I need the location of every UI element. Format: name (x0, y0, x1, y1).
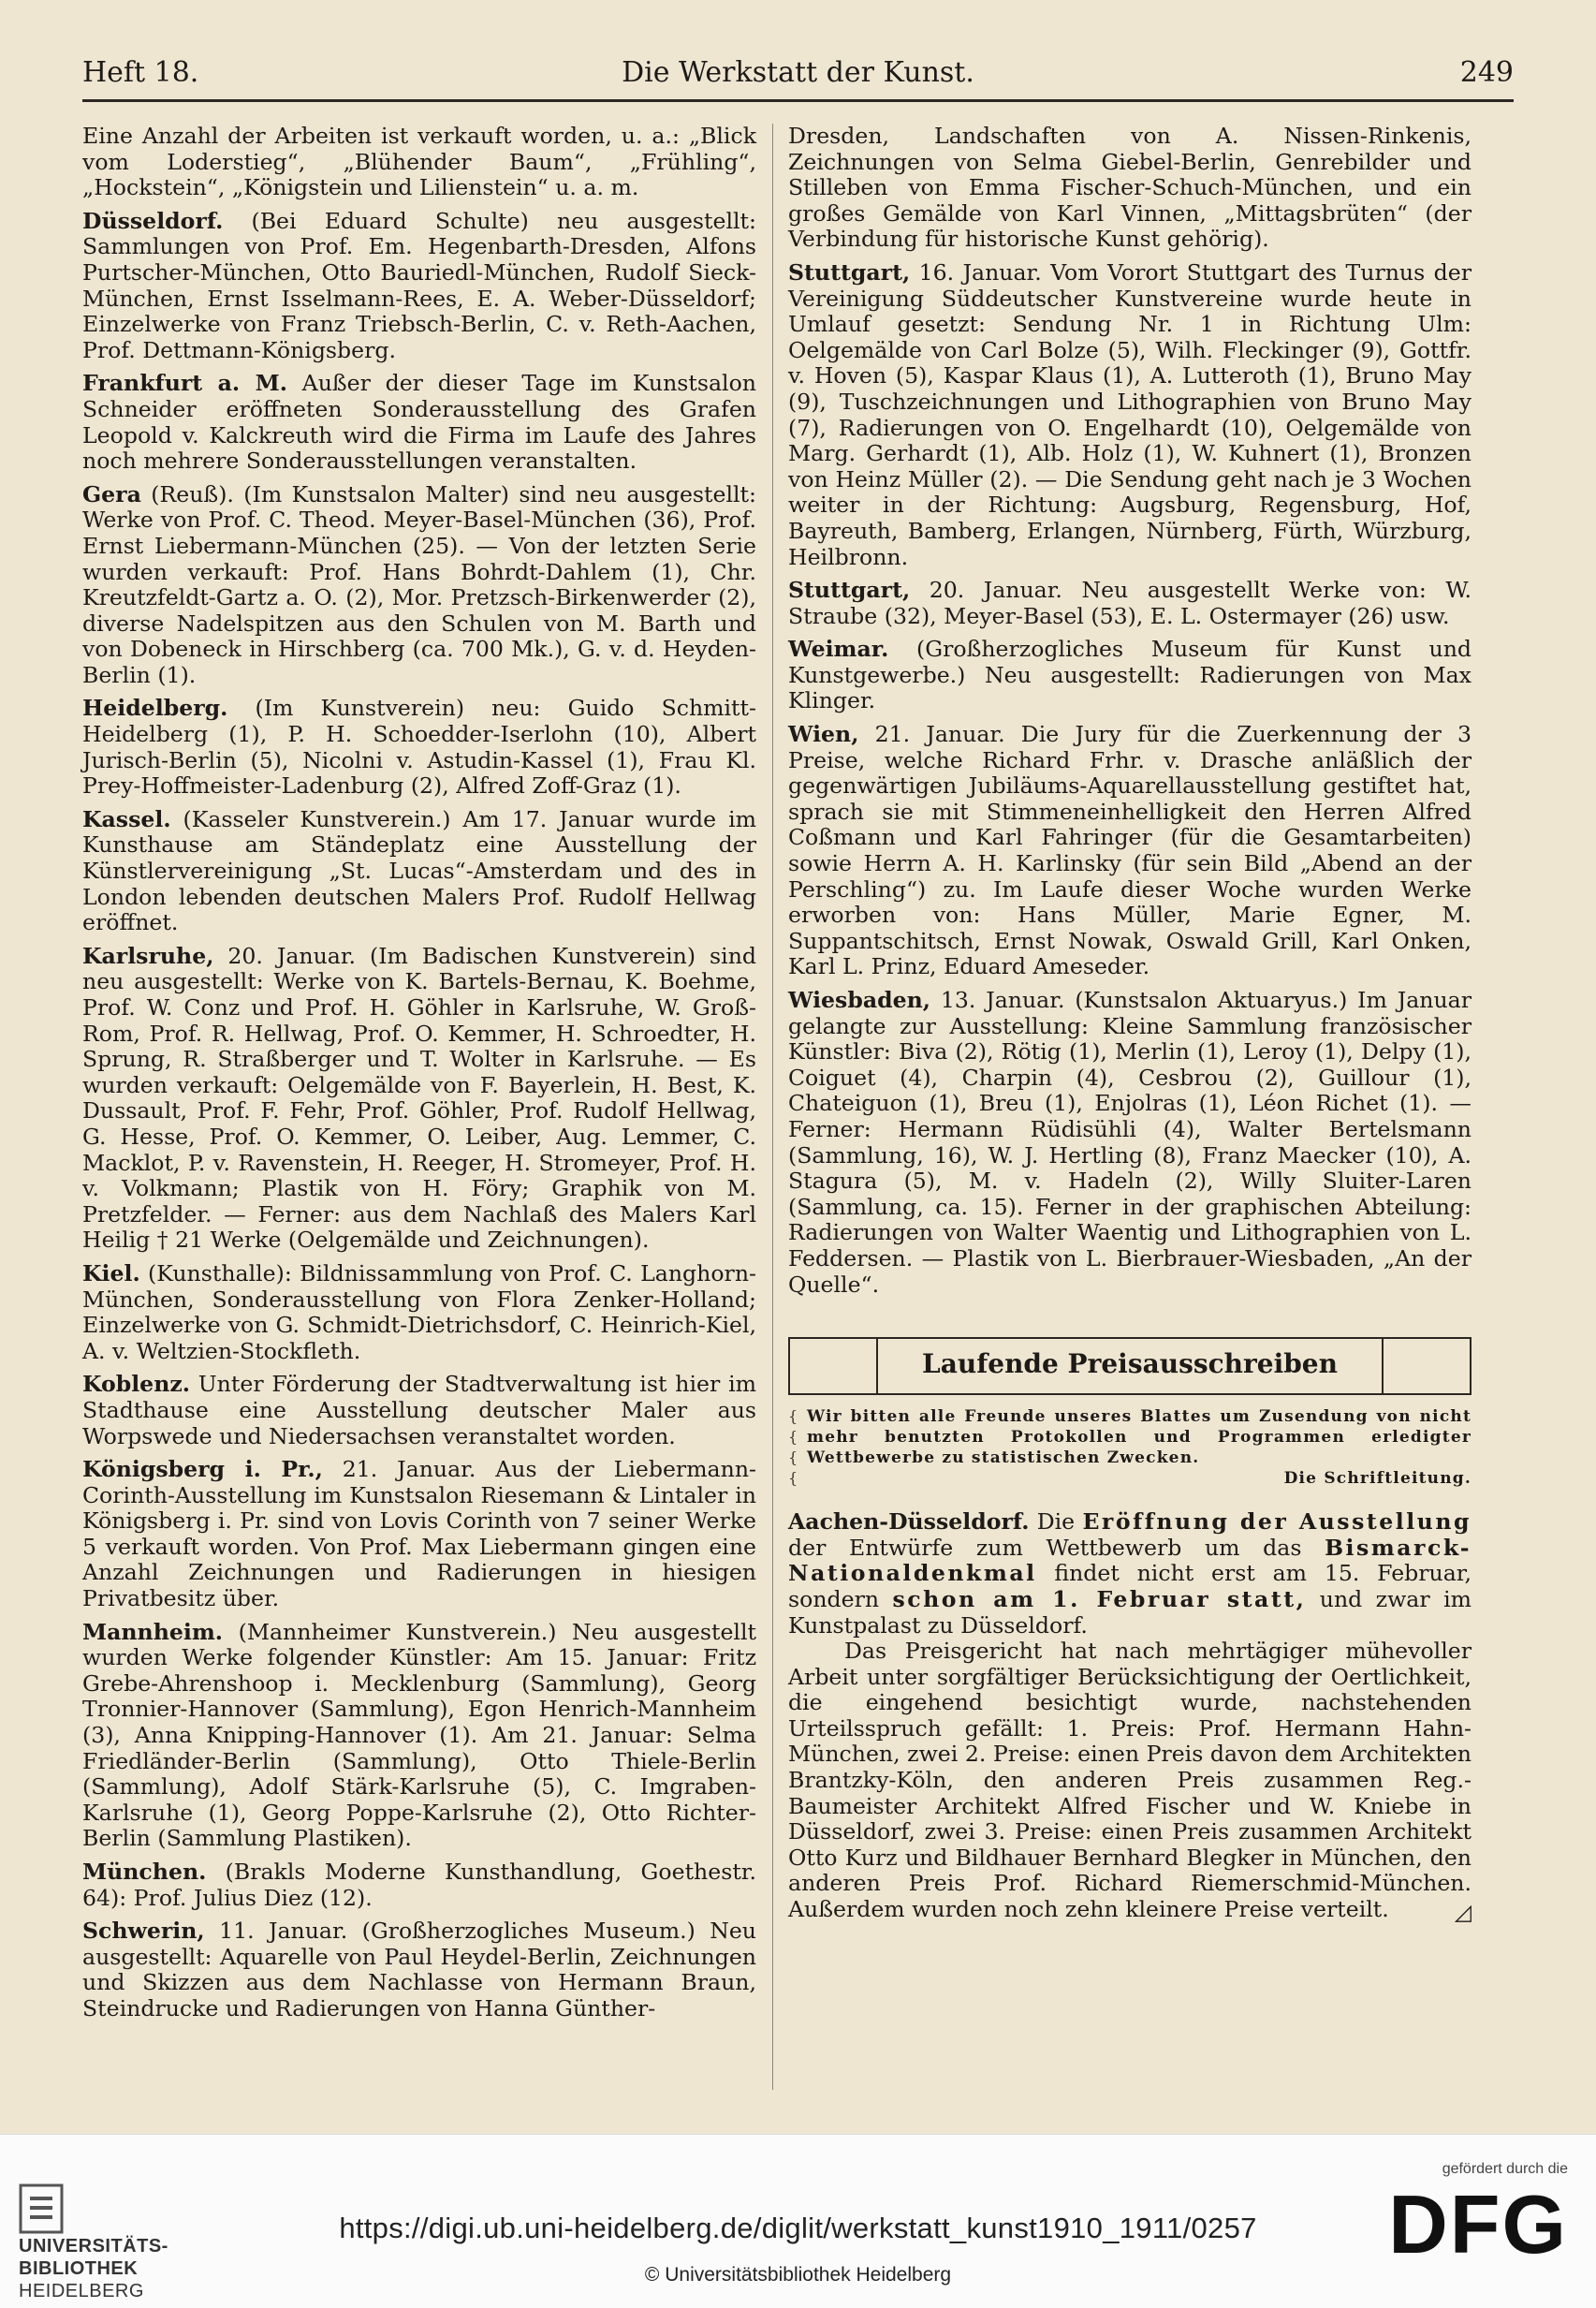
library-name-1: UNIVERSITÄTS- (19, 2236, 168, 2257)
left-news-entry (82, 124, 756, 201)
source-url-link[interactable]: https://digi.ub.uni-heidelberg.de/diglit/werkstatt_kunst1910_1911/0257 (339, 2212, 1257, 2244)
page-number: 249 (1459, 56, 1514, 89)
entry-city: Kassel. (82, 805, 171, 832)
journal-title: Die Werkstatt der Kunst. (622, 56, 974, 89)
emphasis-date: schon am 1. Februar statt, (892, 1585, 1307, 1612)
footer-bar (0, 2134, 1596, 2308)
left-news-entry (82, 807, 756, 936)
competition-entry (788, 1509, 1472, 1925)
left-news-entry (82, 1261, 756, 1364)
funded-by-label: gefördert durch die (1442, 2161, 1568, 2177)
entry-paragraph (788, 260, 1472, 570)
entry-paragraph (82, 1860, 756, 1911)
entry-city: Koblenz. (82, 1371, 190, 1398)
editorial-notice (788, 1406, 1472, 1489)
emphasis-monument: Bismarck-Nationaldenkmal (788, 1534, 1472, 1587)
entry-city: Schwerin, (82, 1918, 205, 1945)
right-news-entry (788, 578, 1472, 629)
left-news-entry (82, 1372, 756, 1449)
entry-text: 13. Januar. (Kunstsalon Aktuaryus.) Im Januar gelangte zur Ausstellung: Kleine Sammlung französischer Künstler: Biva (2), Rötig (1), Merlin (1), Leroy (1), Delpy (1), Coiguet (4), Charpin (4), Cesbrou (2), Guillour (1), Chateiguon (1), Breu (1), Enjolras (1), Léon Richet (1). — Ferner: Hermann Rüdisühli (4), Walter Bertelsmann (Sammlung, 16), W. J. Hertling (8), Franz Maecker (10), A. Stagura (5), M. v. Hadeln (2), Willy Sluiter-Laren (Sammlung, ca. 15). Ferner in der graphischen Abteilung: Radierungen von Walter Waentig und Lithographien von L. Feddersen. — Plastik von L. Bierbrauer-Wiesbaden, „An der Quelle“. (788, 987, 1472, 1298)
issue-number: Heft 18. (82, 56, 199, 89)
entry-text: 16. Januar. Vom Vorort Stuttgart des Turnus der Vereinigung Süddeutscher Kunstvereine wurde heute in Umlauf gesetzt: Sendung Nr. 1 in Richtung Ulm: Oelgemälde von Carl Bolze (5), Wilh. Fleckinger (9), Gottfr. v. Hoven (5), Kaspar Klaus (1), A. Lutteroth (1), Bruno May (9), Tuschzeichnungen und Lithographien von Bruno May (7), Radierungen von O. Engelhardt (10), Oelgemälde von Marg. Gerhardt (1), Alb. Holz (1), W. Kuhnert (1), Bronzen von Heinz Müller (2). — Die Sendung geht nach je 3 Wochen weiter in der Richtung: Augsburg, Regensburg, Hof, Bayreuth, Bamberg, Erlangen, Nürnberg, Fürth, Würzburg, Heilbronn. (788, 258, 1472, 570)
entry-paragraph (788, 988, 1472, 1298)
entry-text: (Kasseler Kunstverein.) Am 17. Januar wurde im Kunsthause am Ständeplatz eine Ausstellung der Künstlervereinigung „St. Lucas“-Amsterdam und des in London lebenden deutschen Malers Prof. Rudolf Hellwag eröffnet. (82, 805, 756, 936)
entry-paragraph (82, 482, 756, 689)
entry-text: Dresden, Landschaften von A. Nissen-Rinkenis, Zeichnungen von Selma Giebel-Berlin, Genrebilder und Stilleben von Emma Fischer-Schuch-München, und ein großes Gemälde von Karl Vinnen, „Mittagsbrüten“ (der Verbindung für historische Kunst gehörig). (788, 123, 1472, 253)
entry-paragraph (82, 1372, 756, 1449)
left-news-entry (82, 696, 756, 799)
text-run: der Entwürfe zum Wettbewerb um das (788, 1534, 1325, 1561)
entry-paragraph (788, 578, 1472, 629)
entry-city: Gera (82, 480, 141, 507)
entry-text: 20. Januar. Neu ausgestellt Werke von: W. Straube (32), Meyer-Basel (53), E. L. Ostermayer (26) usw. (788, 577, 1472, 629)
left-news-entry (82, 209, 756, 364)
left-news-entry (82, 482, 756, 689)
entry-text: 11. Januar. (Großherzogliches Museum.) Neu ausgestellt: Aquarelle von Paul Heydel-Berlin, Zeichnungen und Skizzen aus dem Nachlasse von Hermann Braun, Steindrucke und Radierungen von Hanna Günther- (82, 1918, 756, 2021)
right-news-entry (788, 988, 1472, 1298)
right-column-news (788, 124, 1472, 1298)
running-header (82, 47, 1514, 102)
dfg-logo (1381, 2161, 1568, 2283)
competition-paragraph-2: Das Preisgericht hat nach mehrtägiger mühevoller Arbeit unter sorgfältiger Berücksichtigung der Oertlichkeit, die eingehend besichtigt wurde, nachstehenden Urteilsspruch gefällt: 1. Preis: Prof. Hermann Hahn-München, zwei 2. Preise: einen Preis davon dem Architekten Brantzky-Köln, den anderen Preis zusammen Reg.-Baumeister Architekt Alfred Fischer und W. Kniebe in Düsseldorf, zwei 3. Preise: einen Preis zusammen Architekt Otto Kurz und Bildhauer Bernhard Blegker in München, den anderen Preis Prof. Richard Riemerschmid-München. Außerdem wurden noch zehn kleinere Preise verteilt. (788, 1638, 1472, 1923)
emphasis-opening: Eröffnung der Ausstellung (1082, 1508, 1472, 1536)
entry-text: (Reuß). (Im Kunstsalon Malter) sind neu ausgestellt: Werke von Prof. C. Theod. Meyer-Basel-München (36), Prof. Ernst Liebermann-München (25). — Von der letzten Serie wurden verkauft: Prof. Hans Bohrdt-Dahlem (1), Chr. Kreutzfeldt-Gartz a. O. (2), Mor. Pretzsch-Birkenwerder (2), diverse Nadelspitzen aus den Schulen von M. Barth und von Dobeneck in Hirschberg (ca. 700 Mk.), G. v. d. Heyden-Berlin (1). (82, 480, 756, 688)
entry-paragraph (82, 1620, 756, 1852)
entry-city: Stuttgart, (788, 258, 911, 286)
left-news-entry (82, 371, 756, 474)
entry-text: (Im Kunstverein) neu: Guido Schmitt-Heidelberg (1), P. H. Schoedder-Iserlohn (10), Albert Jurisch-Berlin (5), Nicolni v. Astudin-Kassel (1), Frau Kl. Prey-Hoffmeister-Ladenburg (2), Alfred Zoff-Graz (1). (82, 695, 756, 800)
right-news-entry (788, 722, 1472, 980)
entry-paragraph (82, 944, 756, 1254)
section-title: Laufende Preisausschreiben (876, 1337, 1384, 1395)
entry-text: (Kunsthalle): Bildnissammlung von Prof. C. Langhorn-München, Sonderausstellung von Flora Zenker-Holland; Einzelwerke von G. Schmidt-Dietrichsdorf, C. Heinrich-Kiel, A. v. Weltzien-Stockfleth. (82, 1259, 756, 1364)
right-column (788, 124, 1472, 2135)
end-triangle-icon: ◿ (1454, 1898, 1472, 1925)
left-news-entry (82, 1860, 756, 1911)
entry-text: 21. Januar. Die Jury für die Zuerkennung der 3 Preise, welche Richard Frhr. v. Drasche anläßlich der gegenwärtigen Jubiläums-Aquarellausstellung gestiftet hat, sprach sie mit Stimmeneinhelligkeit den Herren Alfred Coßmann und Karl Fahringer (für die Gesamtarbeiten) sowie Herrn A. H. Karlinsky (für sein Bild „Abend an der Perschling“) zu. Im Laufe dieser Woche wurden Werke erworben von: Hans Müller, Marie Egner, M. Suppantschitsch, Ernst Nowak, Oswald Grill, Karl Onken, Karl L. Prinz, Eduard Ameseder. (788, 721, 1472, 980)
entry-text: (Mannheimer Kunstverein.) Neu ausgestellt wurden Werke folgender Künstler: Am 15. Januar: Fritz Grebe-Ahrenshoop i. Mecklenburg (Sammlung), Georg Tronnier-Hannover (Sammlung), Egon Henrich-Mannheim (3), Anna Knipping-Hannover (1). Am 21. Januar: Selma Friedländer-Berlin (Sammlung), Otto Thiele-Berlin (Sammlung), Adolf Stärk-Karlsruhe (5), C. Imgraben-Karlsruhe (1), Georg Poppe-Karlsruhe (2), Otto Richter-Berlin (Sammlung Plastiken). (82, 1618, 756, 1852)
text-run: Die (1029, 1508, 1083, 1536)
entry-city: Stuttgart, (788, 577, 911, 604)
entry-city: Wiesbaden, (788, 987, 930, 1013)
entry-city: Mannheim. (82, 1618, 224, 1645)
entry-city: Wien, (788, 721, 859, 748)
right-news-entry (788, 260, 1472, 570)
left-news-entry (82, 1620, 756, 1852)
entry-city: Weimar. (788, 636, 889, 663)
right-news-entry (788, 637, 1472, 714)
entry-text: (Bei Eduard Schulte) neu ausgestellt: Sammlungen von Prof. Em. Hegenbarth-Dresden, Alfons Purtscher-München, Otto Bauriedl-München, Rudolf Sieck-München, Ernst Isselmann-Rees, E. A. Weber-Düsseldorf; Einzelwerke von Franz Triebsch-Berlin, C. v. Reth-Aachen, Prof. Dettmann-Königsberg. (82, 207, 756, 363)
entry-paragraph (788, 124, 1472, 253)
text-run: und zwar im Kunstpalast zu Düsseldorf. (788, 1585, 1472, 1639)
entry-paragraph (82, 1457, 756, 1612)
entry-paragraph (788, 637, 1472, 714)
entry-paragraph (82, 1261, 756, 1364)
entry-text: Eine Anzahl der Arbeiten ist verkauft worden, u. a.: „Blick vom Loderstieg“, „Blühender Baum“, „Frühling“, „Hockstein“, „Königstein und Lilienstein“ u. a. m. (82, 123, 756, 201)
right-news-entry (788, 124, 1472, 253)
competition-city: Aachen-Düsseldorf. (788, 1508, 1030, 1536)
entry-text: (Brakls Moderne Kunsthandlung, Goethestr. 64): Prof. Julius Diez (12). (82, 1859, 756, 1911)
competition-paragraph-1 (788, 1509, 1472, 1639)
dfg-wordmark: DFG (1388, 2178, 1568, 2271)
notice-signature: Die Schriftleitung. (1283, 1469, 1472, 1489)
entry-text: 21. Januar. Aus der Liebermann-Corinth-Ausstellung im Kunstsalon Riesemann & Lintaler in Königsberg i. Pr. sind von Lovis Corinth von 7 seiner Werke 5 verkauft worden. Von Prof. Max Liebermann gingen eine Anzahl Zeichnungen und Radierungen in hiesigen Privatbesitz über. (82, 1456, 756, 1612)
entry-paragraph (82, 696, 756, 799)
text-run: findet nicht erst am 15. Februar, sondern (788, 1560, 1472, 1612)
notice-text: Wir bitten alle Freunde unseres Blattes um Zusendung von nicht mehr benutzten Protokollen und Programmen erledigter Wettbewerbe zu statistischen Zwecken. (807, 1407, 1472, 1468)
entry-text: (Großherzogliches Museum für Kunst und Kunstgewerbe.) Neu ausgestellt: Radierungen von Max Klinger. (788, 636, 1472, 714)
entry-text: Außer der dieser Tage im Kunstsalon Schneider eröffneten Sonderausstellung des Grafen Leopold v. Kalckreuth wird die Firma im Laufe des Jahres noch mehrere Sonderausstellungen veranstalten. (82, 370, 757, 475)
library-name-2: BIBLIOTHEK (19, 2258, 139, 2279)
column-divider (772, 124, 773, 2090)
left-news-entry (82, 1918, 756, 2021)
left-news-entry (82, 944, 756, 1254)
copyright-notice: © Universitätsbibliothek Heidelberg (644, 2264, 952, 2286)
entry-paragraph (82, 1918, 756, 2021)
entry-city: Kiel. (82, 1259, 140, 1286)
entry-city: Karlsruhe, (82, 942, 214, 969)
left-column (82, 124, 756, 2135)
entry-paragraph (82, 807, 756, 936)
section-heading-box (788, 1337, 1472, 1395)
entry-text: 20. Januar. (Im Badischen Kunstverein) sind neu ausgestellt: Werke von K. Bartels-Bernau, K. Boehme, Prof. W. Conz und Prof. H. Göhler in Karlsruhe, W. Groß-Rom, Prof. R. Hellwag, Prof. O. Kemmer, H. Schroedter, H. Sprung, R. Straßberger und T. Wolter in Karlsruhe. — Es wurden verkauft: Oelgemälde von F. Bayerlein, H. Best, K. Dussault, Prof. F. Fehr, Prof. Göhler, Prof. Rudolf Hellwag, G. Hesse, Prof. O. Kemmer, O. Leiber, Aug. Lemmer, C. Macklot, P. v. Ravenstein, H. Reeger, H. Stromeyer, Prof. H. v. Volkmann; Plastik von H. Föry; Graphik von M. Pretzfelder. — Ferner: aus dem Nachlaß des Malers Karl Heilig † 21 Werke (Oelgemälde und Zeichnungen). (82, 942, 756, 1254)
entry-text: Unter Förderung der Stadtverwaltung ist hier im Stadthause eine Ausstellung deutscher Maler aus Worpswede und Niedersachsen veranstaltet worden. (82, 1371, 756, 1449)
brace-ornament: { { { { (788, 1407, 799, 1488)
entry-paragraph (788, 722, 1472, 980)
entry-city: Frankfurt a. M. (82, 370, 287, 397)
left-news-entry (82, 1457, 756, 1612)
entry-city: Heidelberg. (82, 695, 228, 722)
entry-paragraph (82, 209, 756, 364)
entry-city: Düsseldorf. (82, 207, 224, 234)
entry-paragraph (82, 124, 756, 201)
entry-city: Königsberg i. Pr., (82, 1456, 323, 1483)
library-name-3: HEIDELBERG (19, 2281, 144, 2301)
entry-paragraph (82, 371, 756, 474)
entry-city: München. (82, 1859, 207, 1885)
